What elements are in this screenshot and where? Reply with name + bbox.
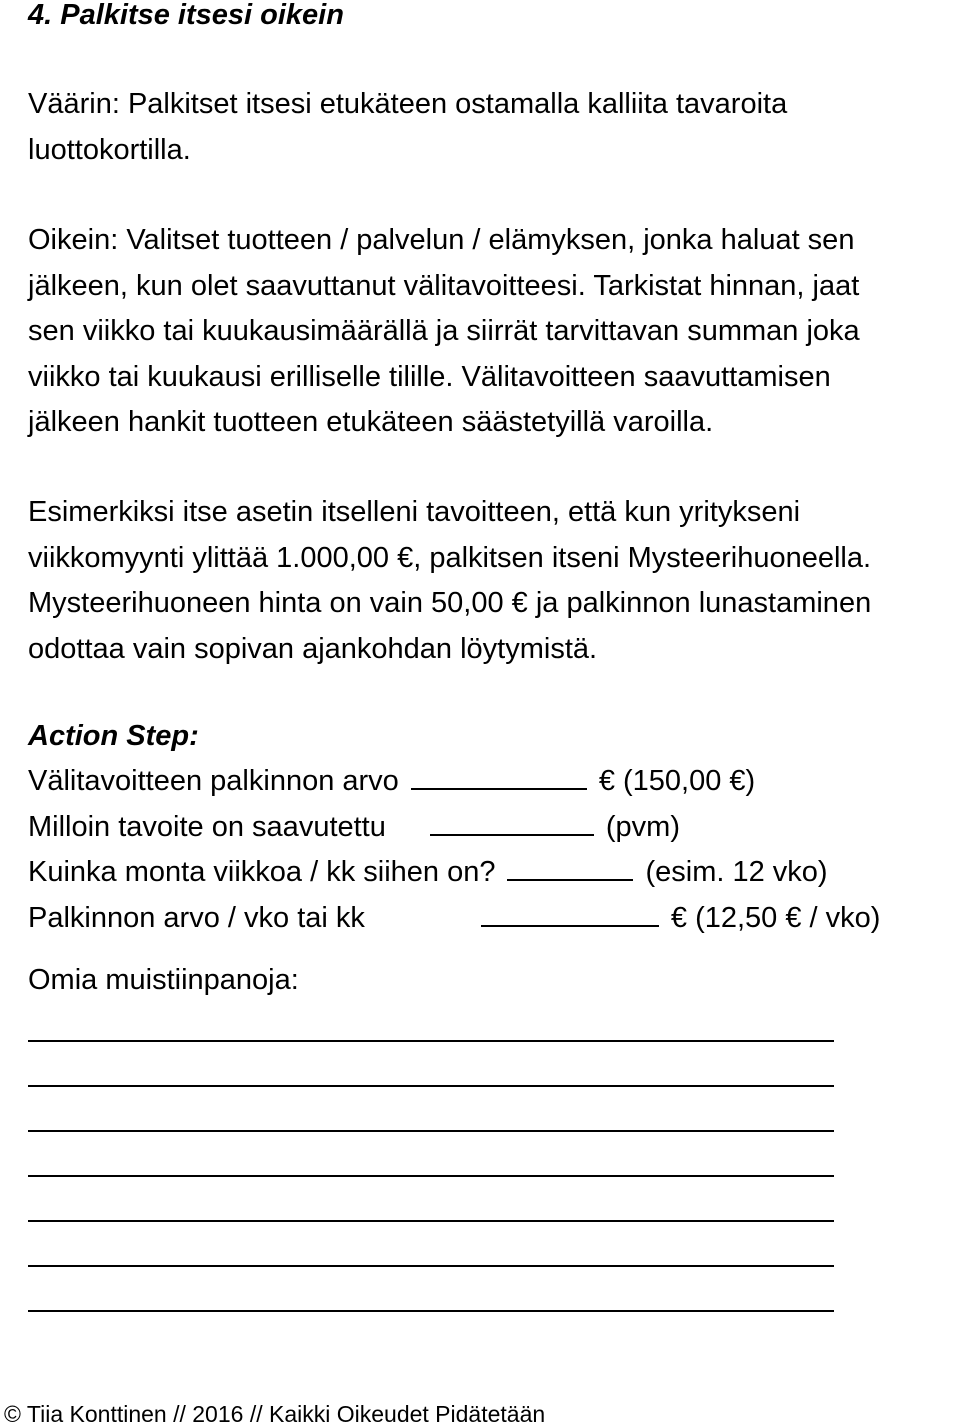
notes-label: Omia muistiinpanoja: — [28, 964, 299, 996]
row-label: Kuinka monta viikkoa / kk siihen on? — [28, 856, 496, 888]
weeks-count-row — [28, 850, 828, 895]
paragraph-line: jälkeen hankit tuotteen etukäteen säästetyillä varoilla. — [28, 406, 714, 438]
row-suffix: (pvm) — [605, 811, 680, 843]
goal-date-blank[interactable] — [430, 808, 594, 836]
note-line[interactable] — [28, 1040, 834, 1042]
paragraph-line: Väärin: Palkitset itsesi etukäteen ostamalla kalliita tavaroita — [28, 88, 788, 120]
note-line[interactable] — [28, 1175, 834, 1177]
row-suffix: € (12,50 € / vko) — [670, 902, 881, 934]
reward-value-row — [28, 759, 755, 804]
row-suffix: (esim. 12 vko) — [645, 856, 828, 888]
copyright-footer: © Tiia Konttinen // 2016 // Kaikki Oikeudet Pidätetään — [4, 1401, 546, 1427]
goal-date-row — [28, 805, 680, 850]
paragraph-line: viikko tai kuukausi erilliselle tilille. Välitavoitteen saavuttamisen — [28, 360, 831, 393]
weekly-value-row — [28, 896, 880, 941]
example-paragraph — [28, 490, 871, 672]
weekly-value-blank[interactable] — [481, 899, 659, 927]
note-line[interactable] — [28, 1265, 834, 1267]
paragraph-line: odottaa vain sopivan ajankohdan löytymistä. — [28, 632, 598, 665]
row-label: Milloin tavoite on saavutettu — [28, 811, 386, 843]
note-line[interactable] — [28, 1310, 834, 1312]
paragraph-line: viikkomyynti ylittää 1.000,00 €, palkitsen itseni Mysteerihuoneella. — [28, 541, 872, 574]
right-paragraph — [28, 218, 860, 446]
wrong-paragraph — [28, 82, 787, 173]
note-line[interactable] — [28, 1130, 834, 1132]
paragraph-line: luottokortilla. — [28, 133, 191, 166]
section-heading: 4. Palkitse itsesi oikein — [28, 0, 344, 31]
row-suffix: € (150,00 €) — [598, 765, 756, 797]
note-line[interactable] — [28, 1220, 834, 1222]
paragraph-line: sen viikko tai kuukausimäärällä ja siirrät tarvittavan summan joka — [28, 315, 860, 347]
weeks-count-blank[interactable] — [507, 853, 633, 881]
action-step-title: Action Step: — [28, 720, 199, 752]
row-label: Palkinnon arvo / vko tai kk — [28, 902, 365, 934]
paragraph-line: jälkeen, kun olet saavuttanut välitavoitteesi. Tarkistat hinnan, jaat — [28, 269, 860, 302]
paragraph-line: Mysteerihuoneen hinta on vain 50,00 € ja palkinnon lunastaminen — [28, 587, 872, 619]
paragraph-line: Oikein: Valitset tuotteen / palvelun / elämyksen, jonka haluat sen — [28, 224, 855, 256]
row-label: Välitavoitteen palkinnon arvo — [28, 765, 399, 797]
paragraph-line: Esimerkiksi itse asetin itselleni tavoitteen, että kun yritykseni — [28, 496, 801, 528]
note-line[interactable] — [28, 1085, 834, 1087]
reward-value-blank[interactable] — [411, 762, 587, 790]
